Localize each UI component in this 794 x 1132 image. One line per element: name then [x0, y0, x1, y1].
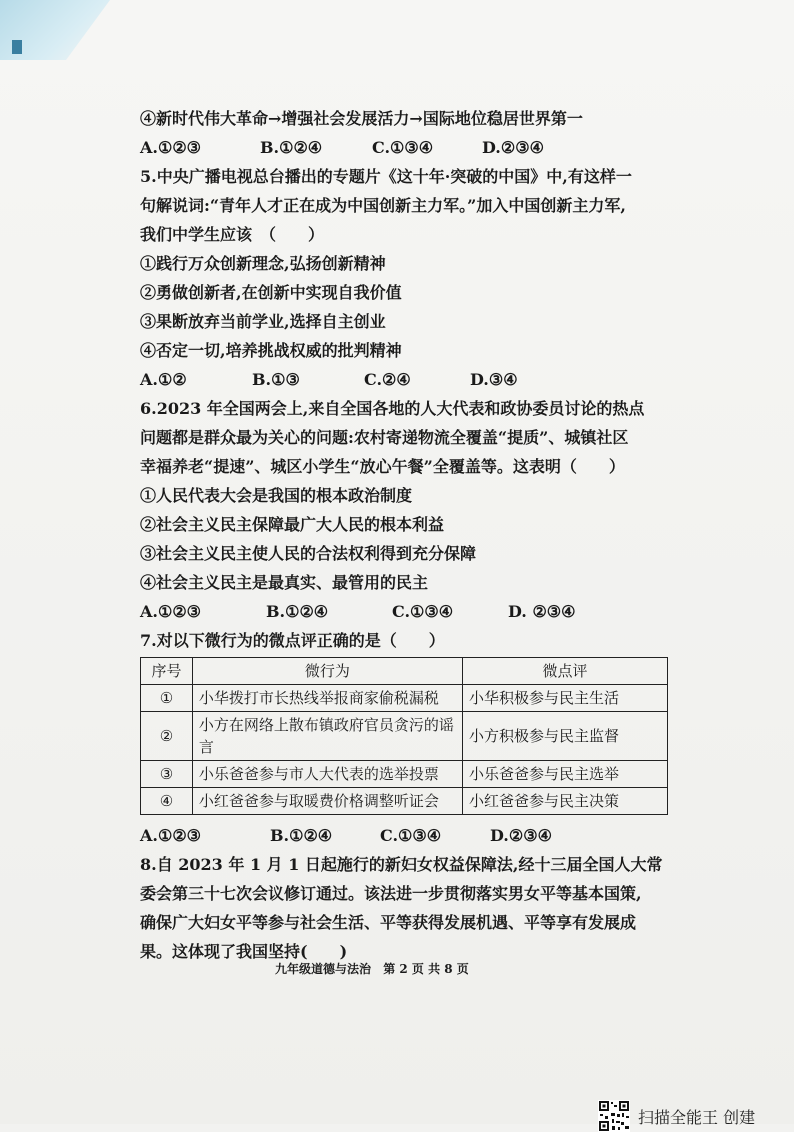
q4-option-a: A.①②③	[140, 138, 202, 157]
q6-item-1: ①人民代表大会是我国的根本政治制度	[140, 486, 413, 505]
scanner-watermark	[598, 1100, 755, 1132]
q7-row-3-review: 小乐爸爸参与民主选举	[462, 761, 667, 788]
q5-item-4: ④否定一切,培养挑战权威的批判精神	[140, 341, 402, 360]
q6-option-a: A.①②③	[140, 602, 202, 621]
footer-subject: 九年级道德与法治	[275, 962, 372, 976]
q7-option-a: A.①②③	[140, 826, 202, 845]
q4-option-d: D.②③④	[482, 138, 544, 157]
q5-option-c: C.②④	[364, 370, 411, 389]
q7-stem: 7.对以下微行为的微点评正确的是（ ）	[140, 631, 445, 650]
q8-stem-2: 委会第三十七次会议修订通过。该法进一步贯彻落实男女平等基本国策,	[140, 884, 642, 903]
q5-item-3: ③果断放弃当前学业,选择自主创业	[140, 312, 386, 331]
q7-header-index: 序号	[141, 658, 193, 685]
table-row	[141, 761, 668, 788]
q7-row-1-index: ①	[141, 685, 193, 712]
q5-options	[140, 365, 670, 394]
q7-options	[140, 821, 670, 850]
q5-stem-3: 我们中学生应该 （ ）	[140, 225, 325, 244]
page-footer	[275, 960, 477, 977]
q6-option-d: D. ②③④	[508, 602, 576, 621]
q7-option-b: B.①②④	[270, 826, 333, 845]
q7-row-2-review: 小方积极参与民主监督	[462, 712, 667, 761]
table-row	[141, 788, 668, 815]
q6-stem-1: 6.2023 年全国两会上,来自全国各地的人大代表和政协委员讨论的热点	[140, 399, 645, 418]
q5-stem-1: 5.中央广播电视总台播出的专题片《这十年·突破的中国》中,有这样一	[140, 167, 632, 186]
q6-stem-3: 幸福养老“提速”、城区小学生“放心午餐”全覆盖等。这表明（ ）	[140, 457, 625, 476]
q7-row-4-index: ④	[141, 788, 193, 815]
q7-option-c: C.①③④	[380, 826, 442, 845]
q6-stem-2: 问题都是群众最为关心的问题:农村寄递物流全覆盖“提质”、城镇社区	[140, 428, 629, 447]
q7-row-4-review: 小红爸爸参与民主决策	[462, 788, 667, 815]
q4-option-b: B.①②④	[260, 138, 323, 157]
qr-code-icon	[598, 1100, 630, 1132]
q5-option-a: A.①②	[140, 370, 187, 389]
q4-item-4: ④新时代伟大革命→增强社会发展活力→国际地位稳居世界第一	[140, 109, 583, 128]
q7-row-3-index: ③	[141, 761, 193, 788]
q5-option-d: D.③④	[470, 370, 518, 389]
q7-header-action: 微行为	[192, 658, 462, 685]
table-row	[141, 712, 668, 761]
q6-option-b: B.①②④	[266, 602, 329, 621]
q5-item-2: ②勇做创新者,在创新中实现自我价值	[140, 283, 402, 302]
q6-option-c: C.①③④	[392, 602, 454, 621]
q6-options	[140, 597, 670, 626]
q5-stem-2: 句解说词:“青年人才正在成为中国创新主力军。”加入中国创新主力军,	[140, 196, 626, 215]
q7-table-header	[141, 658, 668, 685]
q4-options	[140, 133, 670, 162]
q8-stem-4: 果。这体现了我国坚持( )	[140, 942, 348, 961]
q5-option-b: B.①③	[252, 370, 300, 389]
exam-content	[140, 104, 670, 966]
q7-row-2-index: ②	[141, 712, 193, 761]
q7-option-d: D.②③④	[490, 826, 552, 845]
table-row	[141, 685, 668, 712]
q7-table	[140, 657, 668, 815]
footer-page-number: 第 2 页 共 8 页	[383, 962, 469, 976]
q7-row-1-action: 小华拨打市长热线举报商家偷税漏税	[192, 685, 462, 712]
q8-stem-1: 8.自 2023 年 1 月 1 日起施行的新妇女权益保障法,经十三届全国人大常	[140, 855, 663, 874]
q7-header-review: 微点评	[462, 658, 667, 685]
q6-item-4: ④社会主义民主是最真实、最管用的民主	[140, 573, 429, 592]
q5-item-1: ①践行万众创新理念,弘扬创新精神	[140, 254, 386, 273]
corner-tab	[12, 40, 22, 54]
q7-row-2-action: 小方在网络上散布镇政府官员贪污的谣言	[192, 712, 462, 761]
q7-row-4-action: 小红爸爸参与取暖费价格调整听证会	[192, 788, 462, 815]
q7-row-1-review: 小华积极参与民主生活	[462, 685, 667, 712]
q6-item-3: ③社会主义民主使人民的合法权利得到充分保障	[140, 544, 477, 563]
q8-stem-3: 确保广大妇女平等参与社会生活、平等获得发展机遇、平等享有发展成	[140, 913, 637, 932]
q6-item-2: ②社会主义民主保障最广大人民的根本利益	[140, 515, 445, 534]
q7-row-3-action: 小乐爸爸参与市人大代表的选举投票	[192, 761, 462, 788]
watermark-text: 扫描全能王 创建	[638, 1107, 756, 1127]
q4-option-c: C.①③④	[372, 138, 434, 157]
